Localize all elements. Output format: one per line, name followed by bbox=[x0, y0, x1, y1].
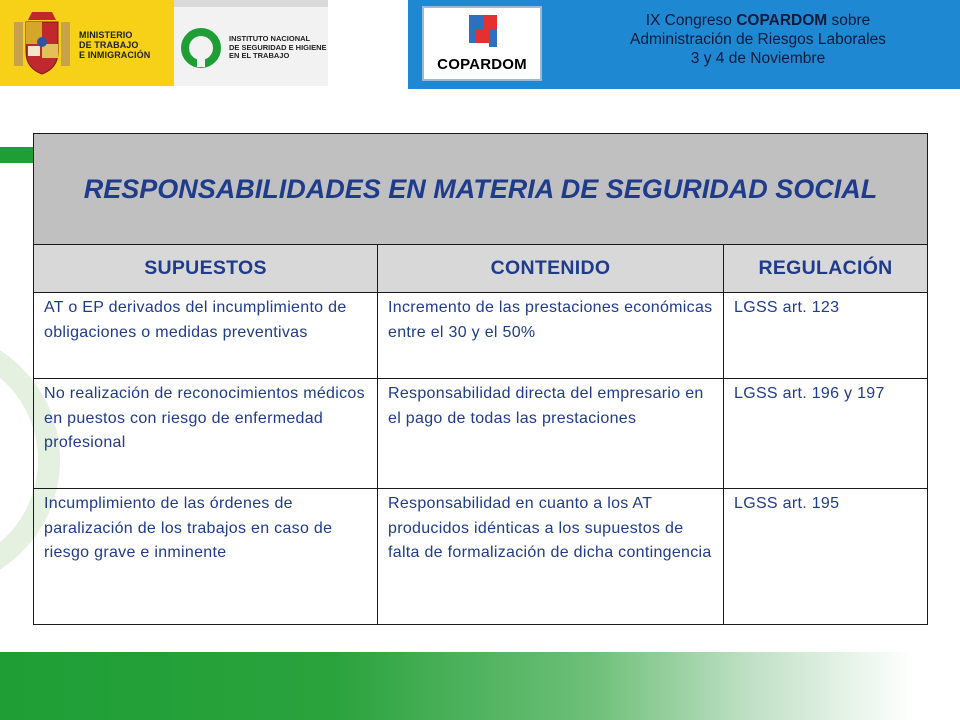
cell-regulacion: LGSS art. 123 bbox=[724, 293, 928, 379]
cell-contenido: Incremento de las prestaciones económicas entre el 30 y el 50% bbox=[378, 293, 724, 379]
congress-line-2: Administración de Riesgos Laborales bbox=[630, 31, 886, 48]
copardom-logo-icon bbox=[467, 13, 501, 51]
table-header-row bbox=[34, 245, 928, 293]
spain-coat-of-arms-icon bbox=[12, 8, 72, 78]
institute-line-1: INSTITUTO NACIONAL bbox=[229, 34, 311, 43]
table-title-row bbox=[34, 134, 928, 245]
ministry-line-3: E INMIGRACIÓN bbox=[79, 50, 151, 60]
institute-line-2: DE SEGURIDAD E HIGIENE bbox=[229, 42, 327, 52]
column-header-supuestos: SUPUESTOS bbox=[34, 245, 378, 293]
institute-logo-block bbox=[174, 0, 328, 86]
column-header-contenido: CONTENIDO bbox=[378, 245, 724, 293]
cell-supuesto: No realización de reconocimientos médicos en puestos con riesgo de enfermedad profesional bbox=[34, 379, 378, 489]
congress-line-1-bold: COPARDOM bbox=[736, 12, 828, 29]
responsibilities-table bbox=[33, 133, 928, 625]
cell-regulacion: LGSS art. 196 y 197 bbox=[724, 379, 928, 489]
ministry-logo-block bbox=[0, 0, 174, 86]
cell-supuesto: Incumplimiento de las órdenes de paralización de los trabajos en caso de riesgo grave e inminente bbox=[34, 489, 378, 625]
copardom-logo bbox=[422, 6, 542, 81]
footer-gradient-band bbox=[0, 652, 960, 720]
copardom-logo-text: COPARDOM bbox=[437, 56, 527, 73]
congress-banner bbox=[408, 0, 960, 89]
column-header-regulacion: REGULACIÓN bbox=[724, 245, 928, 293]
cell-supuesto: AT o EP derivados del incumplimiento de obligaciones o medidas preventivas bbox=[34, 293, 378, 379]
cell-contenido: Responsabilidad en cuanto a los AT producidos idénticas a los supuestos de falta de formalización de dicha contingencia bbox=[378, 489, 724, 625]
institute-line-3: EN EL TRABAJO bbox=[229, 51, 290, 60]
insht-ring-logo-icon bbox=[180, 27, 222, 69]
table-row bbox=[34, 293, 928, 379]
institute-name bbox=[229, 35, 327, 61]
ministry-line-1: MINISTERIO bbox=[79, 30, 133, 40]
congress-line-3: 3 y 4 de Noviembre bbox=[690, 50, 826, 67]
cell-regulacion: LGSS art. 195 bbox=[724, 489, 928, 625]
congress-line-1-pre: IX Congreso bbox=[645, 12, 737, 29]
ministry-line-2: DE TRABAJO bbox=[79, 40, 139, 50]
green-accent-bar bbox=[0, 147, 34, 163]
table-row bbox=[34, 489, 928, 625]
congress-line-1 bbox=[558, 11, 958, 30]
cell-contenido: Responsabilidad directa del empresario en el pago de todas las prestaciones bbox=[378, 379, 724, 489]
table-title: RESPONSABILIDADES EN MATERIA DE SEGURIDAD SOCIAL bbox=[34, 134, 928, 245]
table-row bbox=[34, 379, 928, 489]
ministry-name bbox=[79, 30, 150, 60]
congress-title bbox=[558, 11, 958, 68]
congress-line-1-post: sobre bbox=[827, 12, 871, 29]
